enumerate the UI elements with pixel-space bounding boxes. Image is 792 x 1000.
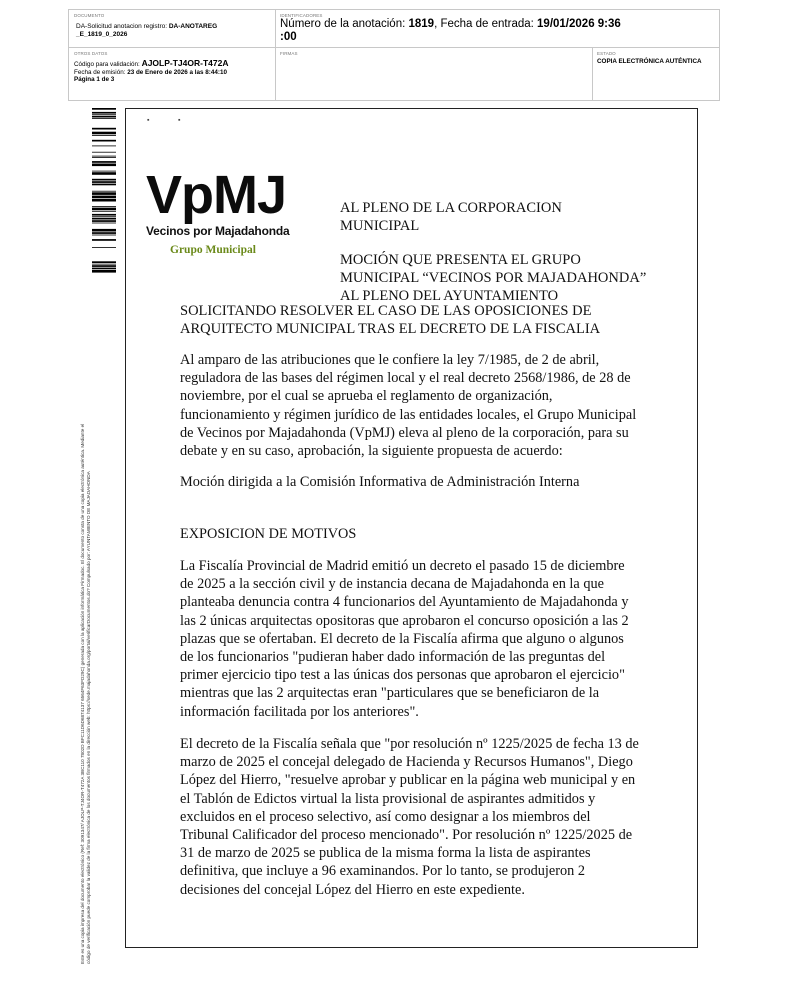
documento-cell	[69, 10, 276, 48]
text-line: definitiva, que incluye a 96 examinandos. Por lo tanto, se produjeron 2	[180, 863, 585, 880]
anotacion-number: 1819	[408, 18, 435, 30]
fecha-entrada-tail: :00	[280, 31, 297, 43]
barcode-image	[92, 108, 116, 274]
addressee-line: MUNICIPAL	[340, 218, 420, 234]
documento-caption: DOCUMENTO	[74, 13, 105, 18]
anotacion-label: Número de la anotación:	[280, 18, 409, 30]
text-line: mientras que las 2 arquitectas eran "particulares que se beneficiaron de la	[180, 685, 600, 702]
identificadores-cell	[276, 10, 719, 48]
documento-line2: _E_1819_0_2026	[76, 31, 128, 38]
verification-side-text	[80, 284, 91, 964]
validation-label: Código para validación:	[74, 61, 142, 68]
motion-title	[180, 302, 600, 338]
firmas-caption: FIRMAS	[280, 51, 298, 56]
documento-line1: DA-Solicitud anotacion registro:	[76, 23, 169, 30]
paragraph-fiscalia	[180, 557, 650, 721]
motion-title-line: SOLICITANDO RESOLVER EL CASO DE LAS OPOSICIONES DE	[180, 303, 592, 319]
motion-heading-line: MUNICIPAL “VECINOS POR MAJADAHONDA”	[340, 270, 647, 286]
logo-sub-text: Vecinos por Majadahonda	[146, 224, 290, 238]
text-line: las 2 únicas arquitectas opositoras que aprobaron el concurso oposición a las 2	[180, 612, 629, 629]
text-line: funcionamiento y régimen jurídico de las entidades locales, el Grupo Municipal	[180, 406, 637, 423]
estado-value: COPIA ELECTRÓNICA AUTÉNTICA	[597, 58, 702, 65]
page-indicator	[74, 76, 270, 84]
text-line: La Fiscalía Provincial de Madrid emitió un decreto el pasado 15 de diciembre	[180, 558, 625, 574]
text-line: de los funcionarios "pudieran haber dado información de las preguntas del	[180, 649, 606, 666]
text-line: 31 de marzo de 2025 se publica de la misma forma la lista de aspirantes	[180, 845, 591, 862]
emission-label: Fecha de emisión:	[74, 68, 128, 76]
fecha-entrada-label: , Fecha de entrada:	[434, 18, 538, 30]
estado-caption: ESTADO	[597, 51, 616, 56]
text-line: López del Hierro, "resuelve aprobar y publicar en la página web municipal y en	[180, 772, 636, 789]
text-line: el Tablón de Edictos virtual la lista provisional de aspirantes admitidos y	[180, 790, 596, 807]
paragraph-decreto	[180, 735, 650, 899]
text-line: El decreto de la Fiscalía señala que "por resolución nº 1225/2025 de fecha 13 de	[180, 736, 639, 752]
text-line: noviembre, por el cual se aprueba el reglamento de organización,	[180, 388, 553, 405]
motion-heading-line: MOCIÓN QUE PRESENTA EL GRUPO	[340, 252, 581, 268]
text-line: Al amparo de las atribuciones que le confiere la ley 7/1985, de 2 de abril,	[180, 352, 600, 368]
scan-mark: ▪	[147, 117, 150, 124]
estado-cell	[593, 48, 719, 101]
documento-code: DA-ANOTAREG	[168, 23, 218, 30]
emission-row	[74, 69, 270, 77]
firmas-cell	[276, 48, 593, 101]
motion-title-line: ARQUITECTO MUNICIPAL TRAS EL DECRETO DE LA FISCALIA	[180, 321, 601, 337]
text-line: de Vecinos por Majadahonda (VpMJ) eleva al pleno de la corporación, para su	[180, 424, 629, 441]
identificadores-value	[280, 18, 715, 44]
documento-value	[74, 23, 270, 39]
text-line: primer ejercicio tipo test a las únicas dos personas que aprobaron el ejercicio"	[180, 667, 625, 684]
validation-row	[74, 60, 270, 69]
side-text-line1: Este es una copia impresa del documento electrónico (Ref: 3091347/ AJOLP-TJ4OR-T472A 3BC110 7802D BFC11D6D6874137 6564F63FD29C) generada con la aplicación informática Firmadoc. El documento consta de una copia electrónica auténtica. Mediante el	[80, 423, 85, 964]
addressee-line: AL PLENO DE LA CORPORACION	[340, 200, 562, 216]
document-header	[68, 9, 720, 101]
fecha-entrada-value: 19/01/2026 9:36	[537, 18, 621, 30]
emission-date: 23 de Enero de 2026 a las 8:44:10	[127, 68, 227, 76]
validation-code[interactable]: AJOLP-TJ4OR-T472A	[141, 58, 229, 68]
logo-main-text: VpMJ	[146, 165, 287, 225]
vpmj-logo	[146, 165, 290, 256]
text-line: planteaba denuncia contra 4 funcionarios del Ayuntamiento de Majadahonda y	[180, 594, 629, 611]
text-line: debate y en su caso, aprobación, la siguiente propuesta de acuerdo:	[180, 443, 563, 460]
identificadores-caption: IDENTIFICADORES	[280, 13, 323, 18]
text-line: de 2025 a la sección civil y de instancia decana de Majadahonda en la que	[180, 576, 604, 593]
text-line: marzo de 2025 el concejal delegado de Hacienda y Recursos Humanos", Diego	[180, 754, 633, 771]
paragraph-intro	[180, 351, 650, 460]
text-line: excluidos en el proceso selectivo, así como designar a los miembros del	[180, 808, 591, 825]
text-line: decisiones del concejal López del Hierro en este expediente.	[180, 881, 525, 898]
logo-group-text: Grupo Municipal	[170, 244, 256, 256]
section-heading-motivos: EXPOSICION DE MOTIVOS	[180, 526, 357, 542]
text-line: información facilitada por los anteriores".	[180, 703, 419, 720]
otros-datos-cell	[69, 48, 276, 101]
text-line: reguladora de las bases del régimen local y el real decreto 2568/1986, de 28 de	[180, 370, 631, 387]
motion-heading-line: AL PLENO DEL AYUNTAMIENTO	[340, 288, 559, 304]
otros-datos-caption: OTROS DATOS	[74, 51, 108, 56]
paragraph-commission: Moción dirigida a la Comisión Informativa de Administración Interna	[180, 474, 580, 490]
page-indicator-text: Página 1 de 3	[74, 76, 115, 84]
addressee-block	[340, 199, 562, 235]
motion-heading	[340, 251, 646, 305]
text-line: plazas que se ofertaban. El decreto de la Fiscalía afirma que alguno o algunos	[180, 630, 624, 647]
side-text-line2: código de verificación puede comprobar la validez de la firma electrónica de los documentos firmados en la dirección web: https://sede.majadahonda.org/portal/verificarDocumentos.do? Compulsado por: AYUNTAMIENTO DE MAJADAHONDA	[85, 471, 91, 964]
scan-mark: ▪	[178, 117, 181, 124]
text-line: Tribunal Calificador del proceso mencionado". Por resolución nº 1225/2025 de	[180, 827, 633, 844]
